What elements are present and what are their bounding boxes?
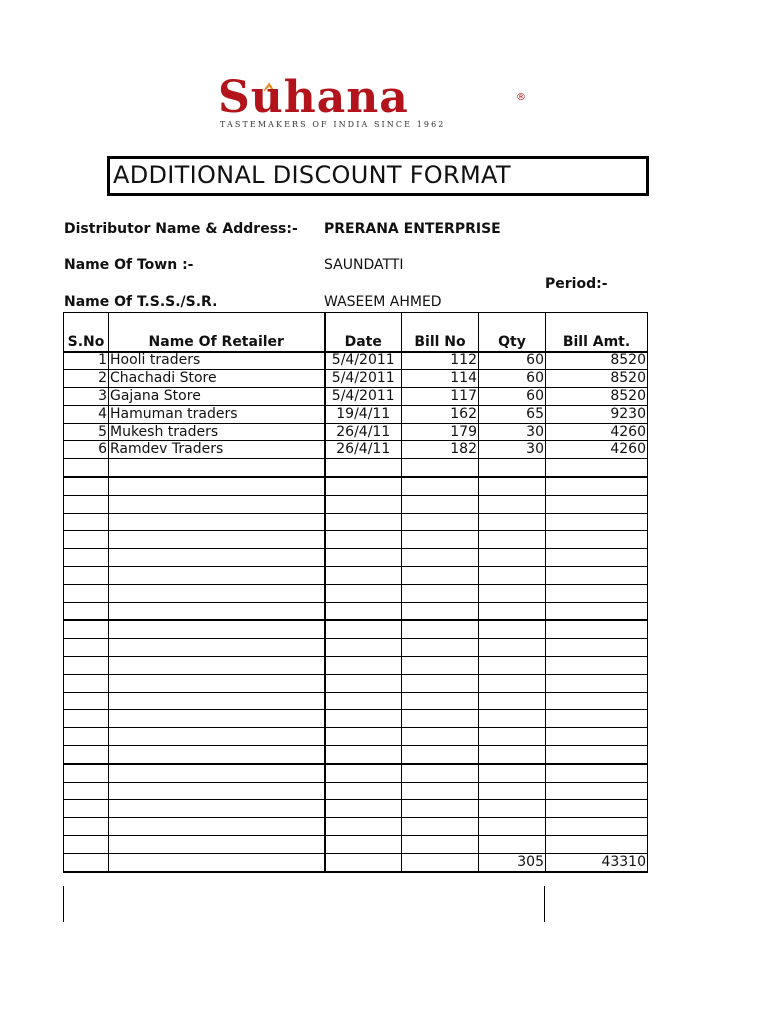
date-cell (325, 764, 402, 782)
discount-table (63, 312, 648, 873)
sno-cell (64, 836, 109, 854)
qty-cell: 30 (479, 423, 546, 441)
bill-no-cell (402, 549, 479, 567)
bill-amt-cell (546, 477, 648, 495)
table-row (64, 639, 648, 657)
qty-cell (479, 764, 546, 782)
date-cell (325, 710, 402, 728)
header-sno: S.No (64, 313, 109, 352)
town-value: SAUNDATTI (324, 257, 404, 273)
qty-cell (479, 782, 546, 800)
bill-amt-cell (546, 728, 648, 746)
retailer-cell (109, 853, 325, 871)
qty-cell (479, 692, 546, 710)
date-cell (325, 657, 402, 675)
date-cell: 5/4/2011 (325, 352, 402, 370)
date-cell (325, 836, 402, 854)
table-row (64, 441, 648, 459)
sno-cell (64, 495, 109, 513)
bill-amt-cell (546, 674, 648, 692)
table-row (64, 782, 648, 800)
bill-no-cell (402, 584, 479, 602)
sno-cell (64, 818, 109, 836)
bill-amt-cell (546, 800, 648, 818)
qty-cell (479, 746, 546, 764)
table-row (64, 602, 648, 620)
bill-no-cell (402, 728, 479, 746)
table-row (64, 746, 648, 764)
sno-cell (64, 782, 109, 800)
bill-amt-cell (546, 567, 648, 585)
bill-amt-cell (546, 782, 648, 800)
table-row (64, 584, 648, 602)
date-cell: 5/4/2011 (325, 370, 402, 388)
bill-no-cell (402, 710, 479, 728)
total-amount-cell: 43310 (546, 853, 648, 871)
table-row (64, 513, 648, 531)
bill-no-cell (402, 674, 479, 692)
sno-cell (64, 746, 109, 764)
qty-cell (479, 513, 546, 531)
bill-no-cell (402, 657, 479, 675)
table-row (64, 549, 648, 567)
qty-cell (479, 674, 546, 692)
retailer-cell (109, 800, 325, 818)
table-header-row (64, 313, 648, 352)
bill-no-cell (402, 459, 479, 477)
frame-qty-line (544, 886, 545, 922)
table-row (64, 764, 648, 782)
bill-amt-cell: 4260 (546, 441, 648, 459)
date-cell (325, 639, 402, 657)
date-cell (325, 728, 402, 746)
suhana-logo (216, 72, 536, 132)
qty-cell (479, 477, 546, 495)
date-cell: 19/4/11 (325, 405, 402, 423)
retailer-cell (109, 782, 325, 800)
bill-amt-cell (546, 584, 648, 602)
retailer-cell (109, 549, 325, 567)
retailer-cell (109, 639, 325, 657)
qty-cell: 60 (479, 370, 546, 388)
date-cell (325, 800, 402, 818)
sno-cell (64, 728, 109, 746)
bill-no-cell (402, 477, 479, 495)
retailer-cell: Gajana Store (109, 388, 325, 406)
bill-no-cell: 117 (402, 388, 479, 406)
bill-amt-cell (546, 710, 648, 728)
bill-amt-cell: 4260 (546, 423, 648, 441)
bill-amt-cell (546, 495, 648, 513)
retailer-cell (109, 531, 325, 549)
retailer-cell (109, 584, 325, 602)
retailer-cell (109, 818, 325, 836)
sno-cell (64, 639, 109, 657)
qty-cell: 65 (479, 405, 546, 423)
qty-cell: 30 (479, 441, 546, 459)
retailer-cell: Hamuman traders (109, 405, 325, 423)
sno-cell (64, 800, 109, 818)
table-row (64, 836, 648, 854)
table-row (64, 459, 648, 477)
date-cell (325, 531, 402, 549)
bill-amt-cell (546, 549, 648, 567)
bill-no-cell (402, 800, 479, 818)
header-retailer: Name Of Retailer (109, 313, 325, 352)
logo-tagline: TASTEMAKERS OF INDIA SINCE 1962 (220, 120, 446, 129)
qty-cell (479, 728, 546, 746)
qty-cell (479, 584, 546, 602)
bill-amt-cell: 9230 (546, 405, 648, 423)
sno-cell (64, 764, 109, 782)
period-label: Period:- (545, 276, 608, 292)
sno-cell: 4 (64, 405, 109, 423)
bill-no-cell (402, 764, 479, 782)
retailer-cell (109, 728, 325, 746)
date-cell (325, 746, 402, 764)
bill-no-cell: 182 (402, 441, 479, 459)
bill-no-cell (402, 692, 479, 710)
table-row (64, 800, 648, 818)
sno-cell (64, 710, 109, 728)
retailer-cell (109, 495, 325, 513)
total-qty-cell: 305 (479, 853, 546, 871)
table-row (64, 620, 648, 638)
bill-amt-cell (546, 602, 648, 620)
retailer-cell (109, 567, 325, 585)
date-cell (325, 602, 402, 620)
table-row (64, 692, 648, 710)
town-label: Name Of Town :- (64, 257, 194, 273)
qty-cell (479, 657, 546, 675)
table-row (64, 818, 648, 836)
date-cell (325, 818, 402, 836)
retailer-cell: Mukesh traders (109, 423, 325, 441)
bill-amt-cell (546, 746, 648, 764)
bill-no-cell (402, 818, 479, 836)
bill-no-cell (402, 639, 479, 657)
bill-no-cell (402, 620, 479, 638)
retailer-cell (109, 459, 325, 477)
table-row (64, 728, 648, 746)
sno-cell (64, 567, 109, 585)
retailer-cell: Chachadi Store (109, 370, 325, 388)
date-cell (325, 853, 402, 871)
date-cell (325, 567, 402, 585)
sno-cell (64, 692, 109, 710)
retailer-cell (109, 836, 325, 854)
date-cell: 5/4/2011 (325, 388, 402, 406)
date-cell (325, 620, 402, 638)
bill-amt-cell (546, 531, 648, 549)
bill-amt-cell: 8520 (546, 370, 648, 388)
qty-cell (479, 818, 546, 836)
table-row (64, 567, 648, 585)
date-cell (325, 513, 402, 531)
table-row (64, 657, 648, 675)
sno-cell: 1 (64, 352, 109, 370)
qty-cell: 60 (479, 388, 546, 406)
bill-no-cell (402, 495, 479, 513)
bill-no-cell (402, 853, 479, 871)
retailer-cell: Hooli traders (109, 352, 325, 370)
date-cell (325, 459, 402, 477)
qty-cell (479, 549, 546, 567)
date-cell: 26/4/11 (325, 423, 402, 441)
table-row (64, 370, 648, 388)
header-bill-amt: Bill Amt. (546, 313, 648, 352)
registered-mark: ® (516, 92, 526, 103)
retailer-cell (109, 692, 325, 710)
sno-cell (64, 657, 109, 675)
retailer-cell (109, 746, 325, 764)
page-title: ADDITIONAL DISCOUNT FORMAT (113, 161, 511, 189)
table-row (64, 495, 648, 513)
bill-amt-cell (546, 818, 648, 836)
qty-cell (479, 602, 546, 620)
sno-cell (64, 674, 109, 692)
logo-wordmark: Suhana (218, 72, 409, 123)
bill-amt-cell (546, 639, 648, 657)
bill-no-cell (402, 531, 479, 549)
sno-cell (64, 531, 109, 549)
bill-amt-cell (546, 513, 648, 531)
sno-cell (64, 584, 109, 602)
sno-cell: 3 (64, 388, 109, 406)
bill-amt-cell (546, 657, 648, 675)
retailer-cell (109, 657, 325, 675)
retailer-cell (109, 477, 325, 495)
frame-left-line (63, 886, 64, 922)
bill-no-cell (402, 746, 479, 764)
table-row (64, 853, 648, 871)
table-row (64, 531, 648, 549)
sno-cell: 2 (64, 370, 109, 388)
table-row (64, 477, 648, 495)
sno-cell: 5 (64, 423, 109, 441)
qty-cell (479, 800, 546, 818)
bill-amt-cell: 8520 (546, 388, 648, 406)
date-cell (325, 674, 402, 692)
table-row (64, 352, 648, 370)
title-box (107, 156, 649, 196)
retailer-cell (109, 620, 325, 638)
qty-cell (479, 495, 546, 513)
header-qty: Qty (479, 313, 546, 352)
retailer-cell (109, 602, 325, 620)
sno-cell (64, 853, 109, 871)
tss-value: WASEEM AHMED (324, 294, 442, 310)
sno-cell: 6 (64, 441, 109, 459)
sno-cell (64, 513, 109, 531)
table-row (64, 710, 648, 728)
bill-no-cell (402, 567, 479, 585)
retailer-cell (109, 513, 325, 531)
header-date: Date (325, 313, 402, 352)
bill-amt-cell (546, 459, 648, 477)
bill-no-cell (402, 782, 479, 800)
qty-cell (479, 710, 546, 728)
retailer-cell (109, 674, 325, 692)
sno-cell (64, 477, 109, 495)
sno-cell (64, 602, 109, 620)
qty-cell: 60 (479, 352, 546, 370)
retailer-cell (109, 764, 325, 782)
bill-no-cell (402, 836, 479, 854)
bill-no-cell (402, 513, 479, 531)
tss-label: Name Of T.S.S./S.R. (64, 294, 218, 310)
header-bill-no: Bill No (402, 313, 479, 352)
bill-no-cell: 114 (402, 370, 479, 388)
bill-no-cell (402, 602, 479, 620)
date-cell (325, 495, 402, 513)
qty-cell (479, 836, 546, 854)
qty-cell (479, 620, 546, 638)
date-cell: 26/4/11 (325, 441, 402, 459)
date-cell (325, 477, 402, 495)
bill-amt-cell (546, 620, 648, 638)
qty-cell (479, 639, 546, 657)
table-row (64, 674, 648, 692)
table-row (64, 405, 648, 423)
bill-no-cell: 179 (402, 423, 479, 441)
retailer-cell: Ramdev Traders (109, 441, 325, 459)
table-row (64, 423, 648, 441)
qty-cell (479, 567, 546, 585)
sno-cell (64, 459, 109, 477)
bill-no-cell: 162 (402, 405, 479, 423)
bill-amt-cell: 8520 (546, 352, 648, 370)
bill-amt-cell (546, 692, 648, 710)
bill-amt-cell (546, 836, 648, 854)
sno-cell (64, 549, 109, 567)
date-cell (325, 692, 402, 710)
sno-cell (64, 620, 109, 638)
table-row (64, 388, 648, 406)
date-cell (325, 782, 402, 800)
qty-cell (479, 531, 546, 549)
distributor-label: Distributor Name & Address:- (64, 221, 298, 237)
bill-amt-cell (546, 764, 648, 782)
bill-no-cell: 112 (402, 352, 479, 370)
distributor-value: PRERANA ENTERPRISE (324, 221, 501, 237)
retailer-cell (109, 710, 325, 728)
date-cell (325, 549, 402, 567)
qty-cell (479, 459, 546, 477)
date-cell (325, 584, 402, 602)
